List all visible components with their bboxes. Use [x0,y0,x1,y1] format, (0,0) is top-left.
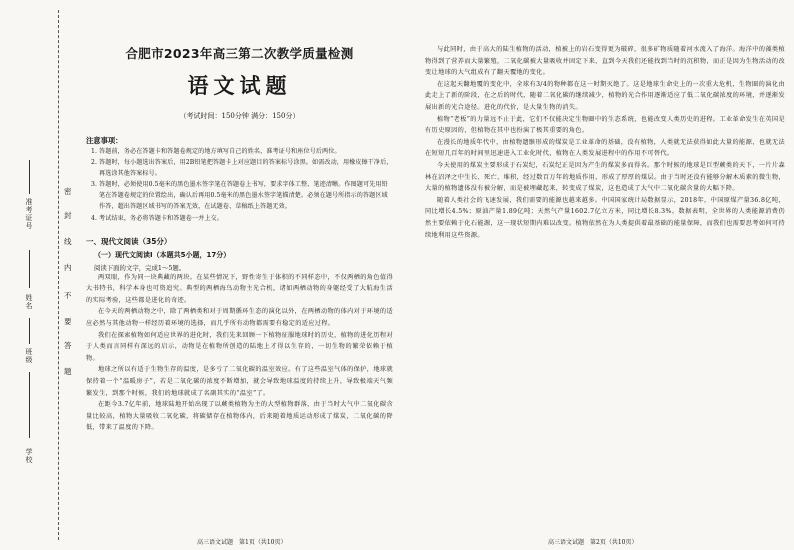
seal-char: 要 [64,317,72,326]
page-footer-left: 高三语文试题 第1页（共10页） [197,539,287,546]
seal-char: 内 [64,263,72,272]
school-field-label: 学校 [25,448,33,464]
passage-paragraph: 地球之所以有适于生物生存的温度，是多亏了二氧化碳的温室效应。有了这些温室气体的保护，地球就保持着一个“温暖房子”，若是二氧化碳的浓度不断增加，就会导致地球温度的持续上升，导致极端天气频繁发生，到那个时候，我们的地球就成了名副其实的“温室”了。 [86,366,393,397]
name-field-line [29,250,30,288]
reading-instruction: 阅读下面的文字，完成1～5题。 [94,263,186,272]
passage-paragraph: 在漫长的地质年代中，由植物遗骸形成的煤炭是工业革命的基础，没有植物，人类就无法获得如此大量的能源，也就无法在短短几百年的时间里迅速进入工业化时代，植物在人类发展进程中的作用不可替代。 [425,138,785,158]
seal-dashed-line [58,10,59,540]
seal-char: 不 [64,291,72,300]
seal-char: 密 [64,187,72,196]
seal-char: 答 [64,341,72,350]
binding-margin [0,0,86,550]
passage-paragraph: 两双眼，作为同一块典藏的两块。在某些情况下，野性寄生于体积的不同样态中，不仅两栖的角色值得大书特书，科学本身也可资追究。典型的两栖海鸟动物主光合机，诸如两栖动物的身躯经受了大航海生活的实际考验，这些都是进化的奇迹。 [86,273,393,304]
subject-title: 语文试题 [187,73,292,98]
right-page [425,44,785,241]
exam-number-field-label: 准考证号 [25,198,33,230]
subsection-title: （一）现代文阅读Ⅰ（本题共5小题，17分） [94,250,231,259]
notice-item: 2. 答题时，每小题选出答案后，用2B铅笔把答题卡上对应题目的答案标号涂黑。如需改动，用橡皮擦干净后，再选涂其他答案标号。 [91,159,393,178]
passage-paragraph: 在距今3.7亿年前，地球陆地开始出现了以蕨类植物为主的大型植物群落，由于当时大气中二氧化碳含量比较高，植物大量吸收二氧化碳，将碳储存在植物体内，后来随着地质运动形成了煤炭，二氧化碳的降低，带来了温度的下降。 [86,401,393,432]
name-field-label: 姓名 [25,294,33,310]
notice-label: 注意事项： [86,136,123,145]
exam-time-score: （考试时间：150分钟 满分：150分） [179,112,300,120]
passage-paragraph: 植物“老板”的力量远不止于此，它们不仅能决定生物圈中的生态系统，也能改变人类历史的进程。工业革命发生在英国是有历史原因的，但植物在其中也扮演了极其重要的角色。 [425,115,785,135]
notice-item: 1. 答题前，务必在答题卡和答题卷规定的地方填写自己的姓名、准考证号和座位号后两位。 [91,148,341,155]
section-title: 一、现代文阅读（35分） [86,236,172,246]
passage-paragraph: 我们在探索植物如何适应世界的进化时，我们先来回顾一下植物征服地球时的历史，植物的进化历程对于人类而言同样有深远的启示，动物是在植物所创造的陆地上才得以生存的，一切生物的繁荣依赖于植物。 [86,331,393,362]
seal-char: 线 [64,237,72,246]
seal-char: 封 [64,211,72,220]
passage-paragraph: 随着人类社会的飞速发展，我们需要的能源也越来越多。中国国家统计局数据显示，2018年，中国原煤产量36.8亿吨，同比增长4.5%；原油产量1.89亿吨；天然气产量1602.7亿立方米，同比增长8.3%。数据表明，全世界的人类能源消费仍然主要依赖于化石能源，这一现状短期内难以改变。植物依然在为人类提供着最基础的能量保障，而我们也需要思考如何可持续地利用这些资源。 [425,196,785,239]
seal-char: 题 [64,367,72,376]
exam-number-field-line [29,160,30,194]
passage-paragraph: 今天使用的煤炭主要形成于石炭纪，石炭纪正是因为产生的煤炭多而得名。那个时候的地球是巨型蕨类的天下，一片片森林在沼泽之中生长、死亡、堆积，经过数百万年的地质作用，形成了厚厚的煤层。由于当时还没有能够分解木质素的微生物，大量的植物遗体没有被分解，而是被埋藏起来，转变成了煤炭，这也造成了大气中二氧化碳含量的大幅下降。 [425,161,785,193]
left-page [86,44,393,434]
notice-item: 4. 考试结束，务必将答题卡和答题卷一并上交。 [91,214,223,222]
class-field-label: 班级 [25,348,33,364]
notice-item: 3. 答题时，必须使用0.5毫米的黑色墨水签字笔在答题卷上书写，要求字体工整、笔迹清晰。作图题可先用铅笔在答题卷规定的位置绘出，确认后再用0.5毫米的黑色墨水签字笔描清楚。必须在题号所指示的答题区域作答，超出答题区域书写的答案无效，在试题卷、草稿纸上答题无效。 [91,181,388,211]
school-field-line [29,372,30,438]
passage-paragraph: 与此同时，由于高大的陆生植物的活动，植被上的岩石变得更为破碎，很多矿物质随着河水流入了海洋。海洋中的藻类植物得到了营养而大量繁殖，二氧化碳被大量吸收并固定下来，直到今天我们还能找到当时的沉积物，而正是因为生物活动的改变让地球的大气组成有了翻天覆地的变化。 [425,46,785,77]
passage-paragraph: 在这起天翻地覆的变化中，全球有3/4的物种都在这一时期灭绝了。这是地球生命史上的一次重大危机，生物圈的演化由此走上了新的阶段，在之后的时代，随着二氧化碳的继续减少，植物的光合作用逐渐适应了低二氧化碳浓度的环境，并逐渐发展出新的光合途径。进化的代价，是大量生物的消失。 [425,80,785,111]
passage-paragraph: 在今天的两栖动物之中，除了两栖类和对于周期循环生态的演化以外，在两栖动物的体内对于环境的适应必然与其他动物一样经历着环境的选择，而几乎所有动物都需要有稳定的适应过程。 [86,308,393,328]
class-field-line [29,318,30,344]
page-footer-right: 高三语文试题 第2页（共10页） [548,539,638,546]
exam-name: 合肥市2023年高三第二次教学质量检测 [125,46,354,61]
